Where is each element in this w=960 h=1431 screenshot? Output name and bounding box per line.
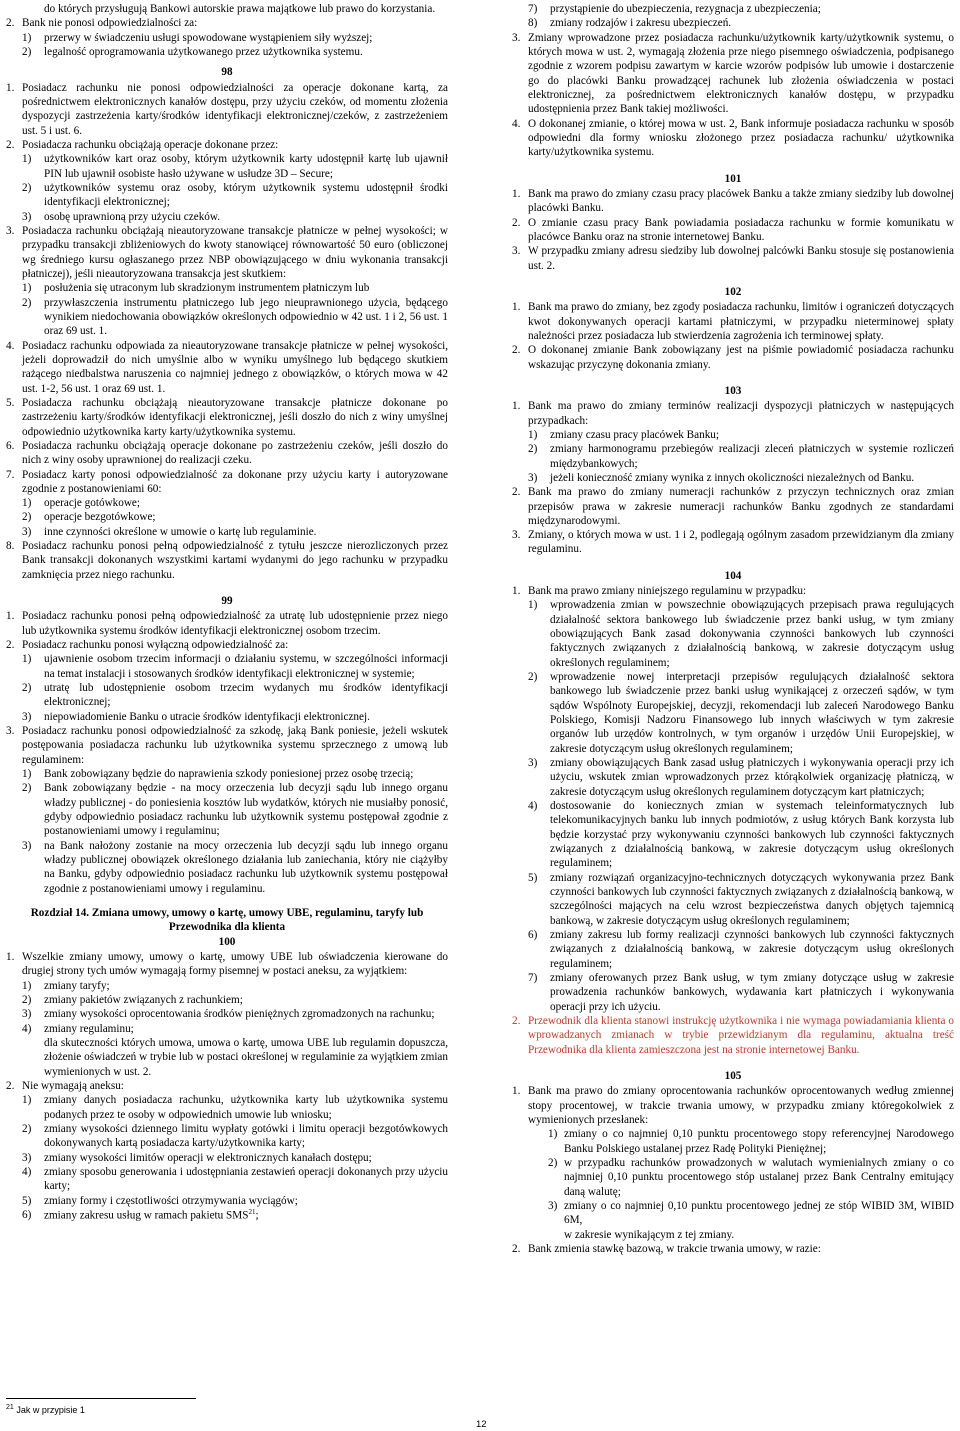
item-text: zmiany czasu pracy placówek Banku; (550, 428, 719, 441)
chapter-heading: Rozdział 14. Zmiana umowy, umowy o kartę, umowy UBE, regulaminu, taryfy lub Przewodnika dla klienta (30, 907, 424, 934)
item-number: 1. (512, 1085, 521, 1098)
item-number: 7) (528, 3, 538, 15)
item-text: zmiany rodzajów i zakresu ubezpieczeń. (550, 17, 732, 30)
list-point (6, 681, 448, 710)
list-point (6, 181, 448, 210)
item-text: Bank ma prawo do zmiany, bez zgody posiadacza rachunku, limitów i ograniczeń dotyczących kwot dokonywanych operacji kartami płatniczymi, w przypadku nieterminowej spłaty należności przez posiadacza lub stwierdzenia zagrożenia ich terminowej spłaty. (528, 301, 954, 342)
item-number: 1) (22, 497, 32, 510)
item-number: 2. (512, 486, 521, 499)
item-number: 3. (6, 725, 15, 738)
item-number: 2) (22, 782, 32, 795)
list-point (512, 598, 954, 670)
item-number: 2. (6, 138, 15, 151)
item-text: osobę uprawnioną przy użyciu czeków. (44, 210, 221, 223)
item-number: 1. (6, 951, 15, 963)
item-number: 1. (512, 187, 521, 200)
item-number: 2) (22, 511, 32, 524)
item-number: 1. (512, 400, 521, 413)
numbered-paragraph (6, 724, 448, 767)
item-text: zmiany zakresu usług w ramach pakietu SMS (44, 1209, 249, 1222)
item-number: 2. (6, 1079, 15, 1092)
item-text: O zmianie czasu pracy Bank powiadamia posiadacza rachunku w formie komunikatu w placówce Banku oraz na stronie internetowej Banku. (528, 216, 954, 243)
item-number: 2) (22, 45, 32, 58)
item-number: 1) (22, 282, 32, 295)
item-text: na Bank nałożony zostanie na mocy orzeczenia lub decyzji sądu lub innego organu władzy publicznej obowiązek określonego działania lub zaniechania, który nie ciążyłby na Banku, gdyby odpowiednio posiadacz rachunku lub użytkownik systemu postępował zgodnie z postanowieniami umowy i regulaminu. (44, 839, 448, 895)
numbered-paragraph (512, 244, 954, 273)
numbered-paragraph (6, 81, 448, 138)
list-point (6, 1007, 448, 1021)
item-text: zmiany taryfy; (44, 979, 110, 992)
item-number: 1. (512, 585, 521, 598)
item-text: inne czynności określone w umowie o kartę lub regulaminie. (44, 525, 317, 538)
item-text: Posiadacz rachunku nie ponosi odpowiedzialności za operacje dokonane kartą, za pośrednictwem elektronicznych kanałów dostępu, przy użyciu czeków, od momentu złożenia dyspozycji zastrzeżenia karty/środków identyfikacji elektronicznej/czeków, z zastrzeżeniem ust. 5 i ust. 6. (22, 81, 448, 137)
item-text: Posiadacz rachunku ponosi wyłączną odpowiedzialność za: (22, 639, 289, 652)
item-number: 2) (22, 296, 32, 309)
list-point (6, 525, 448, 539)
item-text: zmiany sposobu generowania i udostępniania zestawień operacji dokonanych przy użyciu karty; (44, 1165, 448, 1193)
numbered-paragraph (512, 399, 954, 428)
item-text: ujawnienie osobom trzecim informacji o działaniu systemu, w szczególności informacji na temat instalacji i stosowanych środków identyfikacji elektronicznej w systemie; (44, 653, 448, 680)
list-point (512, 871, 954, 928)
item-number: 3. (512, 245, 521, 258)
list-point (6, 710, 448, 724)
item-number: 3) (22, 525, 32, 538)
item-number: 1) (22, 653, 32, 666)
item-text: wprowadzenia zmian w powszechnie obowiązujących przepisach prawa regulujących działalność sektora bankowego lub świadczenie przez banki usług, w tym zmiany obowiązujących Bank zasad dokonywania czynności bankowych lub czynności faktycznych związanych z działalnością bankową, w zakresie dotyczącym usług określonych regulaminem; (550, 599, 954, 669)
list-point (6, 1122, 448, 1151)
item-number: 1. (6, 81, 15, 94)
list-point (6, 2, 448, 16)
section-heading: 101 (724, 172, 742, 185)
item-number: 3) (22, 210, 32, 223)
item-number: 8) (528, 17, 538, 30)
item-number: 3) (548, 1199, 558, 1212)
item-text: legalność oprogramowania użytkowanego przez użytkownika systemu. (44, 45, 363, 58)
item-text: Posiadacza rachunku obciążają nieautoryzowane transakcje płatnicze w pełnej wysokości; w przypadku transakcji zbliżeniowych do kwoty stanowiącej równowartość 50 euro (obliczonej wg średniego kursu ogłaszanego przez NBP obowiązującego w dniu wykonania transakcji płatniczej), jeśli nieautoryzowana transakcja jest skutkiem: (22, 224, 448, 280)
item-number: 7. (6, 468, 15, 481)
item-text: zmiany obowiązujących Bank zasad usług płatniczych i wykonywania operacji przy ich użyciu, wskutek zmian wprowadzonych przez którąkolwiek organizację płatniczą, w zakresie dotyczącym usług określonych regulaminem dotyczącym kart płatniczych; (550, 757, 954, 798)
list-point (512, 1156, 954, 1199)
item-text: przywłaszczenia instrumentu płatniczego lub jego nieuprawnionego użycia, będącego wynikiem niedochowania obowiązków określonych odpowiednio w 42 ust. 1 i 2, 56 ust. 1 oraz 69 ust. 1. (44, 296, 448, 338)
item-text: zmiany rozwiązań organizacyjno-technicznych dotyczących wykonywania przez Bank czynności bankowych lub czynności faktycznych związanych z działalnością bankową, w szczególności mających na celu wzrost bezpieczeństwa danych objętych tajemnicą bankową, w zakresie dotyczącym usług określonych regulaminem; (550, 871, 954, 927)
item-text: zmiany formy i częstotliwości otrzymywania wyciągów; (44, 1194, 298, 1207)
item-number: 3. (512, 529, 521, 542)
item-number: 2. (6, 639, 15, 652)
item-number: 2. (512, 344, 521, 357)
numbered-paragraph (6, 609, 448, 638)
numbered-paragraph (512, 117, 954, 160)
numbered-paragraph (512, 216, 954, 245)
item-number: 5) (22, 1194, 32, 1207)
list-point (512, 799, 954, 871)
item-number: 4) (528, 800, 538, 813)
item-number: 2) (548, 1156, 558, 1169)
item-number: 1) (22, 979, 32, 992)
list-point (512, 756, 954, 799)
list-point (6, 767, 448, 781)
item-text: Posiadacza rachunku obciążają operacje dokonane przez: (22, 138, 279, 151)
list-point (6, 979, 448, 993)
item-text: Bank ma prawo do zmiany oprocentowania rachunków oprocentowanych według zmiennej stopy procentowej, w trakcie trwania umowy, w przypadku zmiany któregokolwiek z wymienionych przesłanek: (528, 1085, 954, 1126)
list-point (6, 1208, 448, 1223)
item-text: Bank zobowiązany będzie - na mocy orzeczenia lub decyzji sądu lub innego organu władzy publicznej - do poniesienia kosztów lub wydatków, których nie musiałby ponosić, gdyby odpowiednio posiadacz rachunku lub użytkownik systemu postępował zgodnie z postanowieniami umowy i regulaminu; (44, 782, 448, 838)
item-text: zmiany o co najmniej 0,10 punktu procentowego stopy referencyjnej Narodowego Banku Polskiego ustalanej przez Radę Polityki Pieniężnej; (564, 1128, 954, 1155)
list-point (6, 839, 448, 896)
item-number: 2) (528, 443, 538, 456)
item-number: 6) (22, 1208, 32, 1221)
numbered-paragraph (6, 468, 448, 497)
item-text: zmiany oferowanych przez Bank usług, w tym zmiany dotyczące usług w zakresie prowadzenia rachunków bankowych, wydawania kart płatniczych i wykonywania operacji przy ich użyciu. (550, 972, 954, 1013)
section-heading: 99 (221, 595, 233, 608)
list-point (6, 652, 448, 681)
item-text: Wszelkie zmiany umowy, umowy o kartę, umowy UBE lub oświadczenia kierowane do drugiej strony tych umów wymagają formy pisemnej w postaci aneksu, za wyjątkiem: (22, 951, 448, 978)
numbered-paragraph (512, 1014, 954, 1057)
list-point (6, 210, 448, 224)
list-point (512, 471, 954, 485)
item-number: 2) (22, 682, 32, 695)
item-number: 1) (22, 31, 32, 44)
numbered-paragraph (512, 187, 954, 216)
item-text-end: ; (255, 1209, 259, 1222)
numbered-paragraph (6, 16, 448, 30)
item-number: 1) (22, 1094, 32, 1107)
item-text: w przypadku rachunków prowadzonych w walutach wymienialnych zmiany o co najmniej 0,10 punktu procentowego stóp ustalanej przez Bank Centralny emitujący daną walutę; (564, 1156, 954, 1198)
list-point (6, 781, 448, 838)
item-text: Posiadacza rachunku obciążają nieautoryzowane transakcje płatnicze dokonane po zastrzeżeniu karty/środków identyfikacji elektronicznej, jeśli doszło do nich z winy umyślnej odpowiednio użytkownika karty karty/użytkownika systemu. (22, 396, 448, 438)
list-point (512, 442, 954, 471)
numbered-paragraph (512, 584, 954, 598)
numbered-paragraph (512, 343, 954, 372)
list-point (6, 1093, 448, 1122)
list-point (512, 971, 954, 1014)
item-number: 8. (6, 540, 15, 553)
numbered-paragraph (512, 31, 954, 117)
list-point (6, 31, 448, 45)
footnote (6, 1404, 85, 1417)
numbered-paragraph (6, 1079, 448, 1093)
list-point (512, 428, 954, 442)
left-column (6, 2, 448, 1223)
item-text: użytkowników kart oraz osoby, którym użytkownik karty udostępnił kartę lub ujawnił PIN lub ujawnił osobiste hasło używane w usłudze 3D – Secure; (44, 153, 448, 180)
item-text: zmiany zakresu lub formy realizacji czynności bankowych lub czynności faktycznych związanych z działalnością bankową, w zakresie dotyczącym usług określonych regulaminem; (550, 929, 954, 970)
item-text: posłużenia się utraconym lub skradzionym instrumentem płatniczym lub (44, 282, 370, 295)
item-text: jeżeli konieczność zmiany wynika z innych okoliczności niezależnych od Banku. (550, 471, 915, 484)
footnote-separator (6, 1398, 196, 1399)
numbered-paragraph (6, 396, 448, 439)
numbered-paragraph (6, 339, 448, 396)
numbered-paragraph (512, 1242, 954, 1256)
item-number: 1. (512, 301, 521, 314)
paragraph-continuation: w zakresie wynikającym z tej zmiany. (564, 1228, 735, 1241)
item-text: Bank zobowiązany będzie do naprawienia szkody poniesionej przez osobę trzecią; (44, 768, 414, 781)
item-text: zmiany regulaminu; (44, 1022, 134, 1035)
item-number: 5) (528, 871, 538, 884)
item-number: 3) (528, 471, 538, 484)
item-number: 6) (528, 929, 538, 942)
item-text: Zmiany, o których mowa w ust. 1 i 2, podlegają ogólnym zasadom przewidzianym dla zmiany regulaminu. (528, 529, 954, 556)
item-number: 2. (512, 216, 521, 229)
item-text: zmiany harmonogramu przebiegów realizacji zleceń płatniczych w systemie rozliczeń międzybankowych; (550, 443, 954, 470)
section-heading: 102 (724, 285, 742, 298)
item-text: do których przysługują Bankowi autorskie prawa majątkowe lub prawo do korzystania. (44, 3, 436, 15)
item-text: Bank zmienia stawkę bazową, w trakcie trwania umowy, w razie: (528, 1242, 821, 1255)
item-number: 2) (528, 671, 538, 684)
item-text: Zmiany wprowadzone przez posiadacza rachunku/użytkownik karty/użytkownik systemu, o których mowa w ust. 2, wymagają złożenia prze niego pisemnego oświadczenia, podpisanego zgodnie z wzorem podpisu zawartym w karcie wzorów podpisów lub umowie i dostarczenie go do placówki Banku prowadzącej rachunek lub złożenia oświadczenia w postaci elektronicznej, za pośrednictwem elektronicznych kanałów dostępu, w przypadku udostępnienia przez Bank takiej możliwości. (528, 31, 954, 116)
section-heading: 98 (221, 66, 233, 79)
item-text: Bank ma prawo do zmiany numeracji rachunków z przyczyn technicznych oraz zmian przepisów prawa w zakresie numeracji rachunków Banku zgodnych ze standardami międzynarodowymi. (528, 486, 954, 527)
list-point (6, 281, 448, 295)
item-number: 3) (22, 839, 32, 852)
item-number: 2. (512, 1242, 521, 1255)
item-text: dostosowanie do koniecznych zmian w systemach teleinformatycznych lub telekomunikacyjnych banku lub innych podmiotów, z usług których Bank korzysta lub będzie korzystać przy wykonywaniu czynności bankowych lub czynności faktycznych związanych z działalnością bankową, w zakresie dotyczącym usług określonych regulaminem; (550, 800, 954, 870)
paragraph-continuation: dla skuteczności których umowa, umowa o kartę, umowa UBE lub regulamin dopuszcza, złożenie oświadczeń w trybie lub w postaci określonej w regulaminie za wyjątkiem zmian wymienionych w ust. 2. (44, 1036, 448, 1078)
item-number: 3) (22, 1151, 32, 1164)
item-number: 1) (22, 153, 32, 166)
item-text: Posiadacz rachunku ponosi pełną odpowiedzialność za utratę lub udostępnienie przez niego lub użytkownika systemu środków identyfikacji elektronicznej osobom trzecim. (22, 610, 448, 637)
item-number: 1. (6, 610, 15, 623)
item-number: 4) (22, 1022, 32, 1035)
list-point (512, 928, 954, 971)
item-text: operacje gotówkowe; (44, 497, 140, 510)
list-point (6, 1022, 448, 1036)
numbered-paragraph (6, 539, 448, 582)
item-text: O dokonanej zmianie Bank zobowiązany jest na piśmie powiadomić posiadacza rachunku wskazując przyczynę dokonania zmiany. (528, 344, 954, 371)
item-text: Posiadacz rachunku ponosi odpowiedzialność za szkodę, jaką Bank poniesie, jeżeli wskutek postępowania posiadacza rachunku lub użytkownika systemu sprzecznego z umową lub regulaminem: (22, 725, 448, 766)
numbered-paragraph (6, 224, 448, 281)
item-number: 1) (548, 1128, 558, 1141)
section-heading: 104 (724, 569, 742, 582)
numbered-paragraph (512, 1084, 954, 1127)
item-number: 2) (22, 1122, 32, 1135)
footnote-reference: 21 (248, 1207, 256, 1216)
numbered-paragraph (512, 485, 954, 528)
item-text: zmiany pakietów związanych z rachunkiem; (44, 993, 243, 1006)
list-point (6, 152, 448, 181)
item-text: operacje bezgotówkowe; (44, 511, 156, 524)
list-point (512, 1127, 954, 1156)
list-point (512, 2, 954, 16)
item-number: 1) (528, 599, 538, 612)
numbered-paragraph (512, 528, 954, 557)
item-text: Nie wymagają aneksu: (22, 1079, 124, 1092)
item-text: użytkowników systemu oraz osoby, którym użytkownik systemu udostępnił środki identyfikacji elektronicznej; (44, 181, 448, 209)
numbered-paragraph (6, 138, 448, 152)
item-text: zmiany wysokości oprocentowania środków pieniężnych zgromadzonych na rachunku; (44, 1008, 435, 1021)
item-number: 4. (512, 117, 521, 130)
item-text: Posiadacz rachunku ponosi pełną odpowiedzialność z tytułu jeszcze nierozliczonych przez Bank transakcji dokonanych wszystkimi kartami wydanymi do jego rachunku w przypadku zamknięcia przez niego rachunku. (22, 540, 448, 581)
section-heading: 105 (724, 1069, 742, 1082)
numbered-paragraph (512, 300, 954, 343)
item-number: 2) (22, 181, 32, 194)
list-point (512, 670, 954, 756)
item-text: Bank ma prawo do zmiany terminów realizacji dyspozycji płatniczych w następujących przypadkach: (528, 400, 954, 427)
item-text: Bank nie ponosi odpowiedzialności za: (22, 17, 198, 30)
list-point (512, 16, 954, 30)
footnote-text: Jak w przypisie 1 (16, 1405, 85, 1415)
item-text: Posiadacz rachunku odpowiada za nieautoryzowane transakcje płatnicze w pełnej wysokości, jeżeli doprowadził do nich umyślnie albo w wyniku umyślnego lub będącego skutkiem rażącego niedbalstwa naruszenia co najmniej jednego z obowiązków, o których mowa w 42 ust. 1-2, 56 ust. 1 oraz 69 ust. 1. (22, 339, 448, 395)
item-text: niepowiadomienie Banku o utracie środków identyfikacji elektronicznej. (44, 710, 370, 723)
list-point (6, 510, 448, 524)
item-number: 2) (22, 993, 32, 1006)
item-number: 4) (22, 1165, 32, 1178)
list-point (512, 1199, 954, 1228)
item-number: 3) (22, 1008, 32, 1021)
item-number: 3) (22, 710, 32, 723)
list-point (6, 45, 448, 59)
item-text: zmiany o co najmniej 0,10 punktu procentowego jednej ze stóp WIBID 3M, WIBID 6M, (564, 1199, 954, 1227)
item-number: 3) (528, 757, 538, 770)
item-number: 3. (6, 224, 15, 237)
item-number: 1) (528, 428, 538, 441)
item-text: Bank ma prawo do zmiany czasu pracy placówek Banku a także zmiany siedziby lub dowolnej placówki Banku. (528, 187, 954, 215)
footnote-marker: 21 (6, 1404, 14, 1411)
item-text: W przypadku zmiany adresu siedziby lub dowolnej palcówki Banku stosuje się postanowienia ust. 2. (528, 245, 954, 272)
item-number: 3. (512, 31, 521, 44)
list-point (6, 496, 448, 510)
numbered-paragraph (6, 439, 448, 468)
section-heading: 100 (218, 935, 236, 948)
item-text: zmiany wysokości dziennego limitu wypłaty gotówki i limitu operacji bezgotówkowych dokonywanych kartą posiadacza karty/użytkownika karty; (44, 1122, 448, 1150)
item-text: przystąpienie do ubezpieczenia, rezygnacja z ubezpieczenia; (550, 3, 821, 15)
list-point (6, 1194, 448, 1208)
item-number: 1) (22, 768, 32, 781)
right-column (512, 2, 954, 1256)
item-number: 2. (6, 17, 15, 30)
item-number: 4. (6, 339, 15, 352)
page-number: 12 (476, 1419, 487, 1430)
list-point (6, 296, 448, 339)
list-point (6, 1151, 448, 1165)
item-number: 7) (528, 972, 538, 984)
item-text: Posiadacza rachunku obciążają operacje dokonane po zastrzeżeniu czeków, jeśli doszło do nich z winy osoby uprawnionej do realizacji czeku. (22, 439, 448, 467)
item-text: Przewodnik dla klienta stanowi instrukcję użytkownika i nie wymaga powiadamiania klienta o wprowadzanych zmianach w trybie przewidzianym dla regulaminu, aktualna treść Przewodnika dla klienta zamieszczona jest na stronie internetowej Banku. (528, 1014, 954, 1056)
item-text: wprowadzenie nowej interpretacji przepisów regulujących działalność sektora bankowego lub świadczenie przez banki usług wynikającej z orzeczeń sądów, w tym sądów Wspólnoty Europejskiej, decyzji, rekomendacji lub zaleceń Narodowego Banku Polskiego, Komisji Nadzoru Finansowego lub innych właściwych w tym zakresie organów lub urzędów kontrolnych, w tym organów i urzędów Unii Europejskiej, w zakresie dotyczącym usług określonych regulaminem; (550, 671, 954, 755)
item-text: zmiany danych posiadacza rachunku, użytkownika karty lub użytkownika systemu podanych przez te osoby w odpowiednich umowie lub wniosku; (44, 1094, 448, 1121)
item-text: O dokonanej zmianie, o której mowa w ust. 2, Bank informuje posiadacza rachunku w sposób odpowiedni dla formy wniosku złożonego przez posiadacza rachunku/ użytkownika karty/użytkownika systemu. (528, 117, 954, 159)
numbered-paragraph (6, 950, 448, 979)
section-heading: 103 (724, 384, 742, 397)
item-number: 2. (512, 1014, 521, 1027)
numbered-paragraph (6, 638, 448, 652)
item-text: przerwy w świadczeniu usługi spowodowane wystąpieniem siły wyższej; (44, 31, 373, 44)
item-number: 6. (6, 439, 15, 452)
item-number: 5. (6, 396, 15, 409)
item-text: Bank ma prawo zmiany niniejszego regulaminu w przypadku: (528, 585, 807, 598)
item-text: Posiadacz karty ponosi odpowiedzialność za dokonane przy użyciu karty i autoryzowane zgodnie z postanowieniami 60: (22, 468, 448, 495)
item-text: utratę lub udostępnienie osobom trzecim wydanych mu środków identyfikacji elektronicznej; (44, 682, 448, 709)
item-text: zmiany wysokości limitów operacji w elektronicznych kanałach dostępu; (44, 1151, 372, 1164)
list-point (6, 1165, 448, 1194)
list-point (6, 993, 448, 1007)
